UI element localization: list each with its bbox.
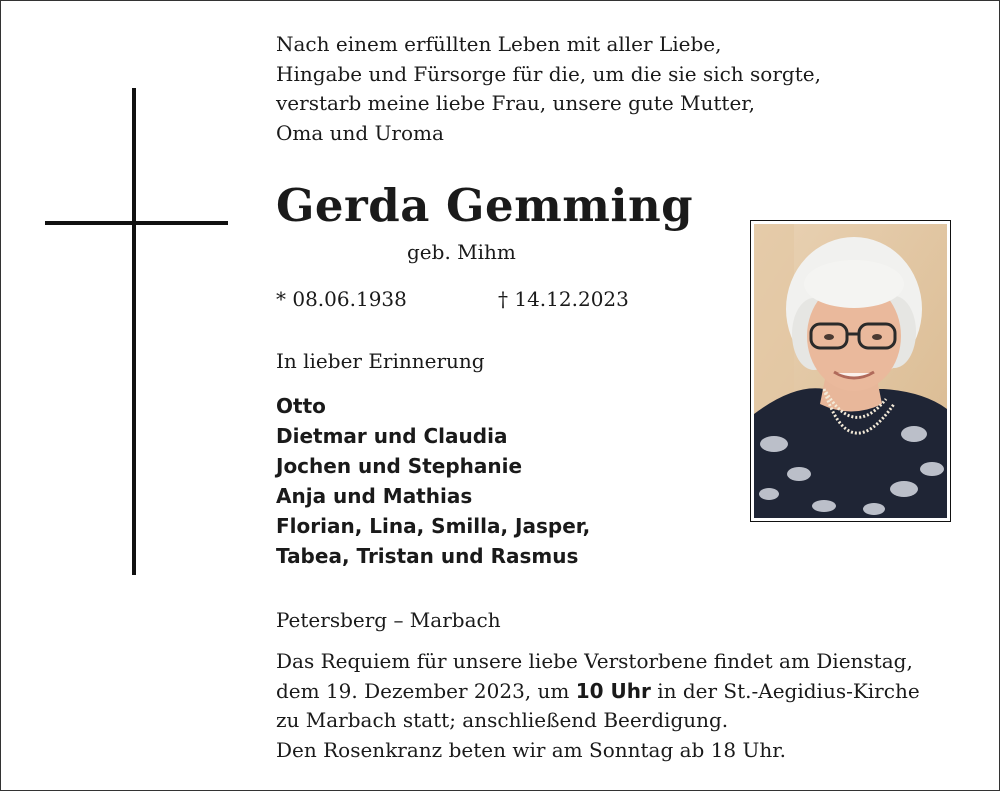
cross-vertical-bar xyxy=(132,88,136,575)
family-member: Dietmar und Claudia xyxy=(276,424,508,448)
service-text xyxy=(276,647,976,765)
service-line-2 xyxy=(276,677,976,707)
family-member: Anja und Mathias xyxy=(276,484,473,508)
family-member: Florian, Lina, Smilla, Jasper, xyxy=(276,514,591,538)
portrait-photo xyxy=(750,220,951,522)
family-member: Otto xyxy=(276,394,326,418)
remembrance-label: In lieber Erinnerung xyxy=(276,349,485,373)
deceased-name: Gerda Gemming xyxy=(276,179,694,232)
service-line-4: Den Rosenkranz beten wir am Sonntag ab 18 Uhr. xyxy=(276,737,786,762)
birth-date: * 08.06.1938 xyxy=(276,287,407,311)
service-time: 10 Uhr xyxy=(575,678,651,703)
service-line-2-before: dem 19. Dezember 2023, um xyxy=(276,678,576,703)
service-line-1: Das Requiem für unsere liebe Verstorbene findet am Dienstag, xyxy=(276,649,913,673)
service-line-2-after: in der St.-Aegidius-Kirche xyxy=(650,678,920,703)
cross-horizontal-bar xyxy=(45,221,228,225)
portrait-illustration xyxy=(754,224,947,518)
family-member: Jochen und Stephanie xyxy=(276,454,523,478)
service-line-3: zu Marbach statt; anschließend Beerdigung. xyxy=(276,708,729,732)
maiden-name: geb. Mihm xyxy=(407,240,516,264)
family-list xyxy=(276,391,590,571)
place-text: Petersberg – Marbach xyxy=(276,608,501,632)
death-date: † 14.12.2023 xyxy=(498,287,629,311)
family-member: Tabea, Tristan und Rasmus xyxy=(276,544,579,568)
intro-text: Nach einem erfüllten Leben mit aller Liebe, Hingabe und Fürsorge für die, um die sie sich sorgte, verstarb meine liebe Frau, unsere gute Mutter, Oma und Uroma xyxy=(276,32,821,145)
